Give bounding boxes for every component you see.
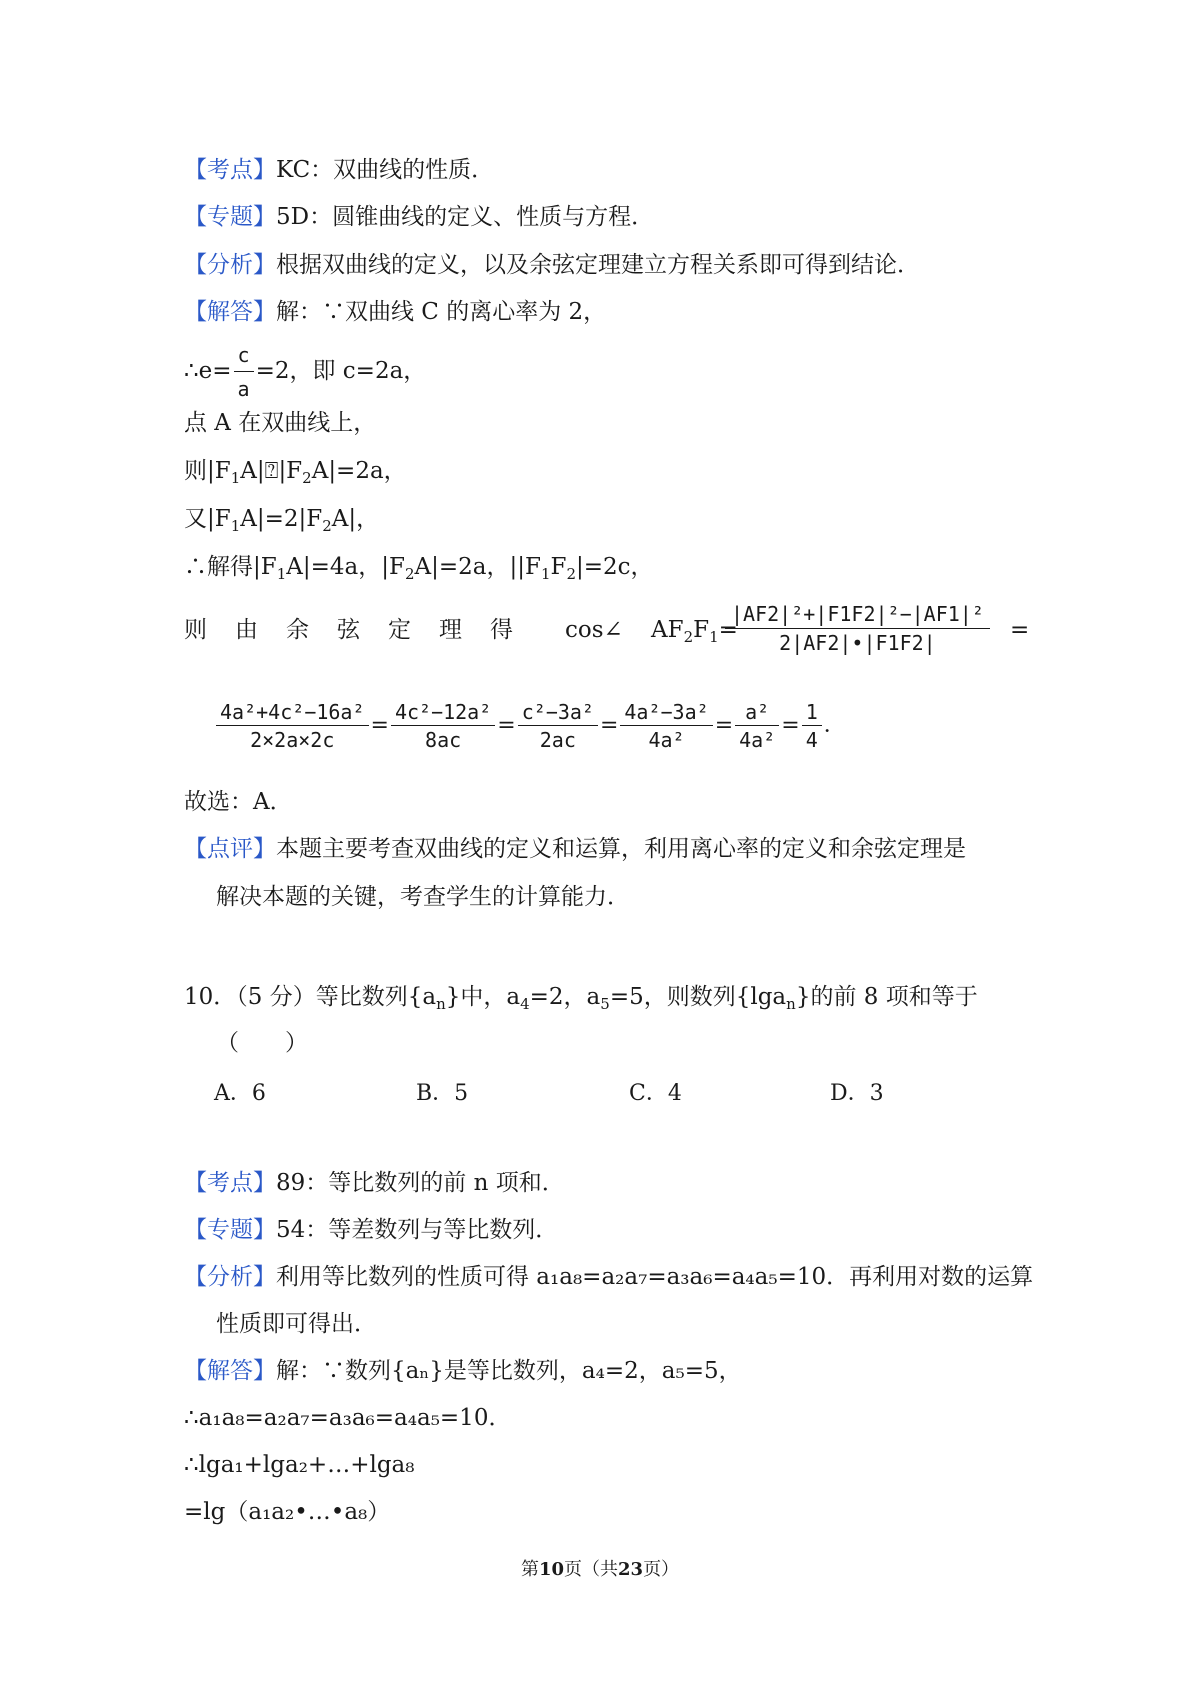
q10-stem-b: }中，a [445, 984, 521, 1010]
equation-chain: $\frac{\text{4a²+4c²−16a²}}{2\times 2a\times 2c}$ = $\frac{\text{4c²−12a²}}{8ac}$ = $\frac{\text{c²−3a²}}{2ac}$ = $\frac{\text{4a²−3a²}}{\text{4a²}}$ = $\frac{\text{a²}}{\text{4a²}}$ = $\frac{1}{4}$ ． [214, 700, 846, 752]
cos-char-6: 得 [490, 617, 513, 643]
footer-suffix: 页） [643, 1559, 680, 1580]
footer-total-pages: 23 [618, 1559, 644, 1580]
you-sub-1: 1 [230, 517, 241, 535]
q10-sub-5: 5 [600, 995, 610, 1013]
cosine-line [184, 615, 544, 645]
cosine-spread-text [184, 615, 544, 645]
dianping-line [184, 834, 966, 864]
definition-line [184, 456, 407, 486]
question-10-stem [184, 982, 978, 1012]
cos-char-4: 定 [388, 617, 411, 643]
sol-part-c: A|=2a，||F [414, 554, 541, 580]
you-sub-2: 2 [322, 517, 332, 535]
cos-char-5: 理 [439, 617, 462, 643]
sol-part-b: A|=4a，|F [286, 554, 405, 580]
zhuanti2-tag: 【专题】 [184, 1217, 276, 1243]
footer-page-number: 10 [538, 1559, 564, 1580]
sol-part-a: ∴解得|F [184, 554, 277, 580]
zhuanti2-line [184, 1215, 558, 1245]
kaodian-line [184, 155, 494, 185]
cos-numerator: |AF2|²+|F1F2|²−|AF1|² [725, 600, 990, 629]
fenxi2-tag: 【分析】 [184, 1264, 276, 1290]
solve-line [184, 552, 654, 582]
zhuanti-line [184, 202, 654, 232]
jieda2-tag: 【解答】 [184, 1358, 276, 1384]
eq-frac-1 [216, 700, 369, 752]
dianping-tag: 【点评】 [184, 836, 276, 862]
eq-f5-den: 4a² [739, 728, 776, 752]
dianping-text-2: 解决本题的关键，考查学生的计算能力． [216, 884, 630, 910]
q10-stem-e: }的前 8 项和等于 [795, 984, 978, 1010]
def-part-a: 则|F [184, 458, 231, 484]
footer-middle: 页（共 [564, 1559, 618, 1580]
kaodian2-line [184, 1168, 565, 1198]
kaodian-tag: 【考点】 [184, 157, 276, 183]
def-part-d: A|=2a， [311, 458, 407, 484]
eq-f4-num: 4a²−3a² [620, 700, 712, 726]
cos-char-1: 由 [235, 617, 258, 643]
ecc-suffix: =2，即 c=2a， [255, 358, 427, 384]
cos-char-3: 弦 [337, 617, 360, 643]
jieda2-text: 解：∵数列{aₙ}是等比数列，a₄=2，a₅=5， [276, 1358, 742, 1384]
missing-glyph-icon: ⍰ [264, 458, 279, 484]
eq-f2-den: 8ac [425, 728, 462, 752]
sol-part-e: |=2c， [576, 554, 654, 580]
q10-stem-d: =5，则数列{lga [609, 984, 787, 1010]
sol-sub-2: 2 [404, 565, 415, 583]
you-part-a: 又|F [184, 506, 231, 532]
jieda-line [184, 297, 606, 327]
eq-frac-5 [735, 700, 779, 752]
question-10-blank: （ ） [216, 1030, 308, 1056]
eq-frac-6 [802, 700, 822, 752]
cos-label-group [565, 615, 623, 645]
cos-denominator: 2|AF2|•|F1F2| [779, 631, 936, 655]
ecc-numerator: c [234, 340, 254, 372]
eq-f1-den: 2×2a×2c [250, 728, 335, 752]
option-d: D．3 [830, 1081, 884, 1106]
option-a: A．6 [214, 1081, 266, 1106]
kaodian2-tag: 【考点】 [184, 1170, 276, 1196]
zhuanti-text: 5D：圆锥曲线的定义、性质与方程． [276, 204, 655, 230]
guxuan-line: 故选：A． [184, 789, 293, 815]
kaodian-text: KC：双曲线的性质． [276, 157, 495, 183]
eq-frac-3 [518, 700, 598, 752]
sol-part-d: F [550, 554, 567, 580]
eq-f4-den: 4a² [648, 728, 685, 752]
cos-char-2: 余 [286, 617, 309, 643]
product-line: ∴a₁a₈=a₂a₇=a₃a₆=a₄a₅=10． [184, 1405, 512, 1431]
sum-line: ∴lga₁+lga₂+…+lga₈ [184, 1452, 415, 1478]
eq-f6-den: 4 [805, 728, 818, 752]
def-sub-2: 2 [302, 469, 312, 487]
you-part-b: A|=2|F [240, 506, 323, 532]
eq-f6-num: 1 [802, 700, 822, 726]
eq-frac-2 [391, 700, 495, 752]
cos-angle-equal: = [718, 617, 738, 643]
cos-end-equal: = [1010, 617, 1030, 643]
cos-char-0: 则 [184, 617, 207, 643]
fenxi-text: 根据双曲线的定义，以及余弦定理建立方程关系即可得到结论． [276, 252, 920, 278]
sol-sub-1: 1 [276, 565, 287, 583]
question-10-options [214, 1076, 974, 1106]
option-b: B．5 [416, 1081, 469, 1106]
you-part-c: A|， [331, 506, 380, 532]
q10-stem-a: 10．（5 分）等比数列{a [184, 984, 437, 1010]
zhuanti2-text: 54：等差数列与等比数列． [276, 1217, 559, 1243]
sol-sub-4: 2 [566, 565, 576, 583]
zhuanti-tag: 【专题】 [184, 204, 276, 230]
def-part-b: A| [240, 458, 265, 484]
q10-stem-c: =2，a [529, 984, 601, 1010]
sol-sub-3: 1 [540, 565, 551, 583]
footer-prefix: 第 [520, 1559, 539, 1580]
def-part-c: |F [278, 458, 303, 484]
page-footer [0, 1555, 1200, 1581]
eccentricity-line [184, 340, 426, 404]
eq-f3-num: c²−3a² [518, 700, 598, 726]
fenxi2-line [184, 1262, 1033, 1292]
def-sub-1: 1 [230, 469, 241, 487]
q10-sub-4: 4 [520, 995, 530, 1013]
jieda-tag: 【解答】 [184, 299, 276, 325]
eq-f1-num: 4a²+4c²−16a² [216, 700, 369, 726]
eq-f2-num: 4c²−12a² [391, 700, 495, 726]
eq-end: ． [823, 713, 846, 738]
fenxi2-text-2: 性质即可得出． [216, 1311, 377, 1337]
fenxi-tag: 【分析】 [184, 252, 276, 278]
cosine-fraction [725, 600, 990, 655]
cos-angle-sub1: 1 [709, 628, 719, 646]
ecc-denominator: a [237, 377, 250, 401]
q10-sub-n-1: n [436, 995, 446, 1013]
option-c: C．4 [629, 1081, 682, 1106]
ecc-prefix: ∴e= [184, 358, 232, 384]
q10-sub-n-2: n [786, 995, 796, 1013]
ecc-fraction [234, 340, 254, 404]
fenxi-line [184, 250, 920, 280]
eq-f3-den: 2ac [539, 728, 576, 752]
kaodian2-text: 89：等比数列的前 n 项和． [276, 1170, 565, 1196]
eq-f5-num: a² [735, 700, 779, 726]
lg-line: =lg（a₁a₂•…•a₈） [184, 1499, 391, 1525]
eq-frac-4 [620, 700, 712, 752]
you-line [184, 504, 379, 534]
cos-label: cos∠ [565, 617, 623, 643]
cos-angle-b: F [693, 617, 710, 643]
cos-angle-sub2: 2 [683, 628, 694, 646]
dianping-text-1: 本题主要考查双曲线的定义和运算，利用离心率的定义和余弦定理是 [276, 836, 966, 862]
jieda2-line [184, 1356, 742, 1386]
fenxi2-text-1: 利用等比数列的性质可得 a₁a₈=a₂a₇=a₃a₆=a₄a₅=10．再利用对数的运算 [276, 1264, 1034, 1290]
jieda-text: 解：∵双曲线 C 的离心率为 2， [276, 299, 607, 325]
cos-angle-a: AF [651, 617, 684, 643]
point-line: 点 A 在双曲线上， [184, 410, 377, 436]
